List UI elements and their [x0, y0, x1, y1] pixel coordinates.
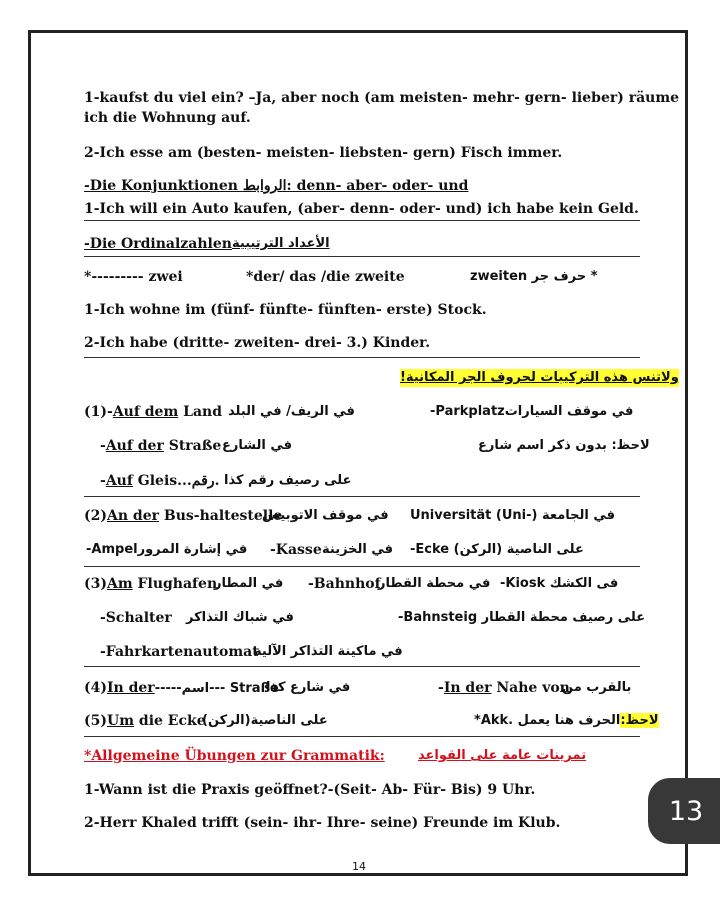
- prep-dash: -: [438, 680, 444, 696]
- ordinal-example-2: 2-Ich habe (dritte- zweiten- drei- 3.) Kinder.: [84, 335, 431, 351]
- exercises-heading-ar: تمرينات عامة على القواعد: [418, 748, 587, 763]
- divider: [84, 256, 640, 257]
- prep-article: In der: [443, 680, 492, 696]
- note-highlight: لاحظ:: [620, 713, 659, 728]
- prep-row-2-note: لاحظ: بدون ذكر اسم شارع: [478, 438, 650, 453]
- prep-row-6: [84, 575, 217, 593]
- divider: [84, 496, 640, 497]
- prep-article: Auf dem: [112, 404, 179, 420]
- prep-row-3: [100, 472, 219, 490]
- prep-row-4: [84, 507, 282, 525]
- prep-row-5-kasse-ar: في الخزينة: [322, 542, 394, 557]
- prep-row-9-right: [438, 679, 570, 697]
- prep-number: (5): [84, 713, 107, 729]
- prepositions-title: ولاتنس هذه التركيبات لحروف الجر المكانية!: [400, 370, 679, 385]
- prep-row-4-ar: في موقف الاتوبيس: [262, 508, 389, 523]
- divider: [84, 566, 640, 567]
- exercise-2: 2-Herr Khaled trifft (sein- ihr- Ihre- seine) Freunde im Klub.: [84, 815, 561, 831]
- prep-noun: -----اسم--- Straße: [154, 681, 279, 696]
- prep-number: (1)-: [84, 404, 113, 420]
- konjunktionen-heading: -Die Konjunktionen الروابط: denn- aber- oder- und: [84, 178, 469, 194]
- prep-row-2: [100, 437, 221, 455]
- prep-noun: die Ecke: [134, 713, 206, 729]
- prep-dash: -: [100, 438, 106, 454]
- konjunktionen-example: 1-Ich will ein Auto kaufen, (aber- denn- oder- und) ich habe kein Geld.: [84, 201, 639, 217]
- ordinalzahlen-heading-ar: الأعداد الترتيبية: [232, 236, 330, 251]
- prep-noun: Land: [178, 404, 223, 420]
- prep-noun: Nahe von: [491, 680, 570, 696]
- prep-dash: -: [100, 473, 106, 489]
- prep-row-4-right: في الجامعة (-Universität (Uni: [410, 508, 616, 523]
- prep-row-6-bahnhof-ar: في محطة القطار: [378, 576, 491, 591]
- prep-row-6-kiosk: فى الكشك Kiosk-: [500, 576, 619, 591]
- prep-row-3-ar: على رصيف رقم كذا: [224, 473, 352, 488]
- ordinal-example-1: 1-Ich wohne im (fünf- fünfte- fünften- erste) Stock.: [84, 302, 487, 318]
- ordinal-form-3: * حرف جر zweiten: [470, 269, 598, 284]
- prep-number: (2): [84, 508, 107, 524]
- prep-noun: Bus-haltestelle: [159, 508, 283, 524]
- prep-row-9-right-ar: بالقرب من: [562, 680, 632, 695]
- prep-article: Um: [107, 713, 135, 729]
- prep-row-7-schalter: -Schalter: [100, 610, 172, 626]
- prep-row-1-right: في موقف السياراتParkplatz-: [430, 404, 634, 419]
- prep-noun: Straße: [163, 438, 222, 454]
- prep-article: An der: [107, 508, 159, 524]
- prep-row-5-ampel: في إشارة المرورAmpel-: [86, 542, 248, 557]
- page-badge: 13: [648, 778, 720, 844]
- prep-row-7-bahnsteig: على رصيف محطة القطار Bahnsteig-: [398, 610, 646, 625]
- prep-row-1-ar: في الريف/ في البلد: [228, 404, 355, 419]
- ordinal-form-1: *--------- zwei: [84, 269, 183, 285]
- prep-row-6-bahnhof: -Bahnhof: [308, 576, 381, 592]
- prep-row-8-automat-ar: في ماكينة التذاكر الآلية: [254, 644, 403, 659]
- prep-noun: Flughafen: [132, 576, 218, 592]
- prep-number: (3): [84, 576, 107, 592]
- exercise-line-1a: 1-kaufst du viel ein? –Ja, aber noch (am meisten- mehr- gern- lieber) räume: [84, 90, 680, 106]
- exercise-1: 1-Wann ist die Praxis geöffnet?-(Seit- Ab- Für- Bis) 9 Uhr.: [84, 782, 536, 798]
- prep-row-5-kasse: -Kasse: [270, 542, 322, 558]
- prep-article: Auf der: [105, 438, 164, 454]
- prep-row-8-automat: -Fahrkartenautomat: [100, 644, 259, 660]
- divider: [84, 357, 640, 358]
- ordinal-form-2: *der/ das /die zweite: [246, 269, 405, 285]
- divider: [84, 220, 640, 221]
- divider: [84, 736, 640, 737]
- prep-row-2-ar: في الشارع: [222, 438, 293, 453]
- prep-row-5-ecke: على الناصية (الركن) Ecke-: [410, 542, 584, 557]
- prep-row-6-ar: في المطار: [214, 576, 284, 591]
- prep-noun: Gleis...رقم.: [132, 473, 220, 489]
- prep-row-7-schalter-ar: في شباك التذاكر: [186, 610, 294, 625]
- prep-article: Am: [107, 576, 133, 592]
- prep-row-10: [84, 712, 206, 730]
- prep-row-10-note: [474, 712, 659, 730]
- prep-number: (4): [84, 680, 107, 696]
- note-text: الحرف هنا يعمل .Akk*: [474, 713, 621, 728]
- prep-row-1: [84, 403, 222, 421]
- exercise-line-2: 2-Ich esse am (besten- meisten- liebsten- gern) Fisch immer.: [84, 145, 563, 161]
- divider: [84, 666, 640, 667]
- exercises-heading: *Allgemeine Übungen zur Grammatik:: [84, 748, 385, 764]
- prep-article: Auf: [105, 473, 133, 489]
- exercise-line-1b: ich die Wohnung auf.: [84, 110, 251, 126]
- ordinalzahlen-heading: -Die Ordinalzahlen: [84, 236, 232, 252]
- prep-row-9: [84, 679, 279, 698]
- page-number: 14: [352, 860, 366, 873]
- prep-row-9-ar: في شارع كذا: [266, 680, 351, 695]
- prep-row-10-ar: على الناصية(الركن): [202, 713, 328, 728]
- prep-article: In der: [107, 680, 155, 696]
